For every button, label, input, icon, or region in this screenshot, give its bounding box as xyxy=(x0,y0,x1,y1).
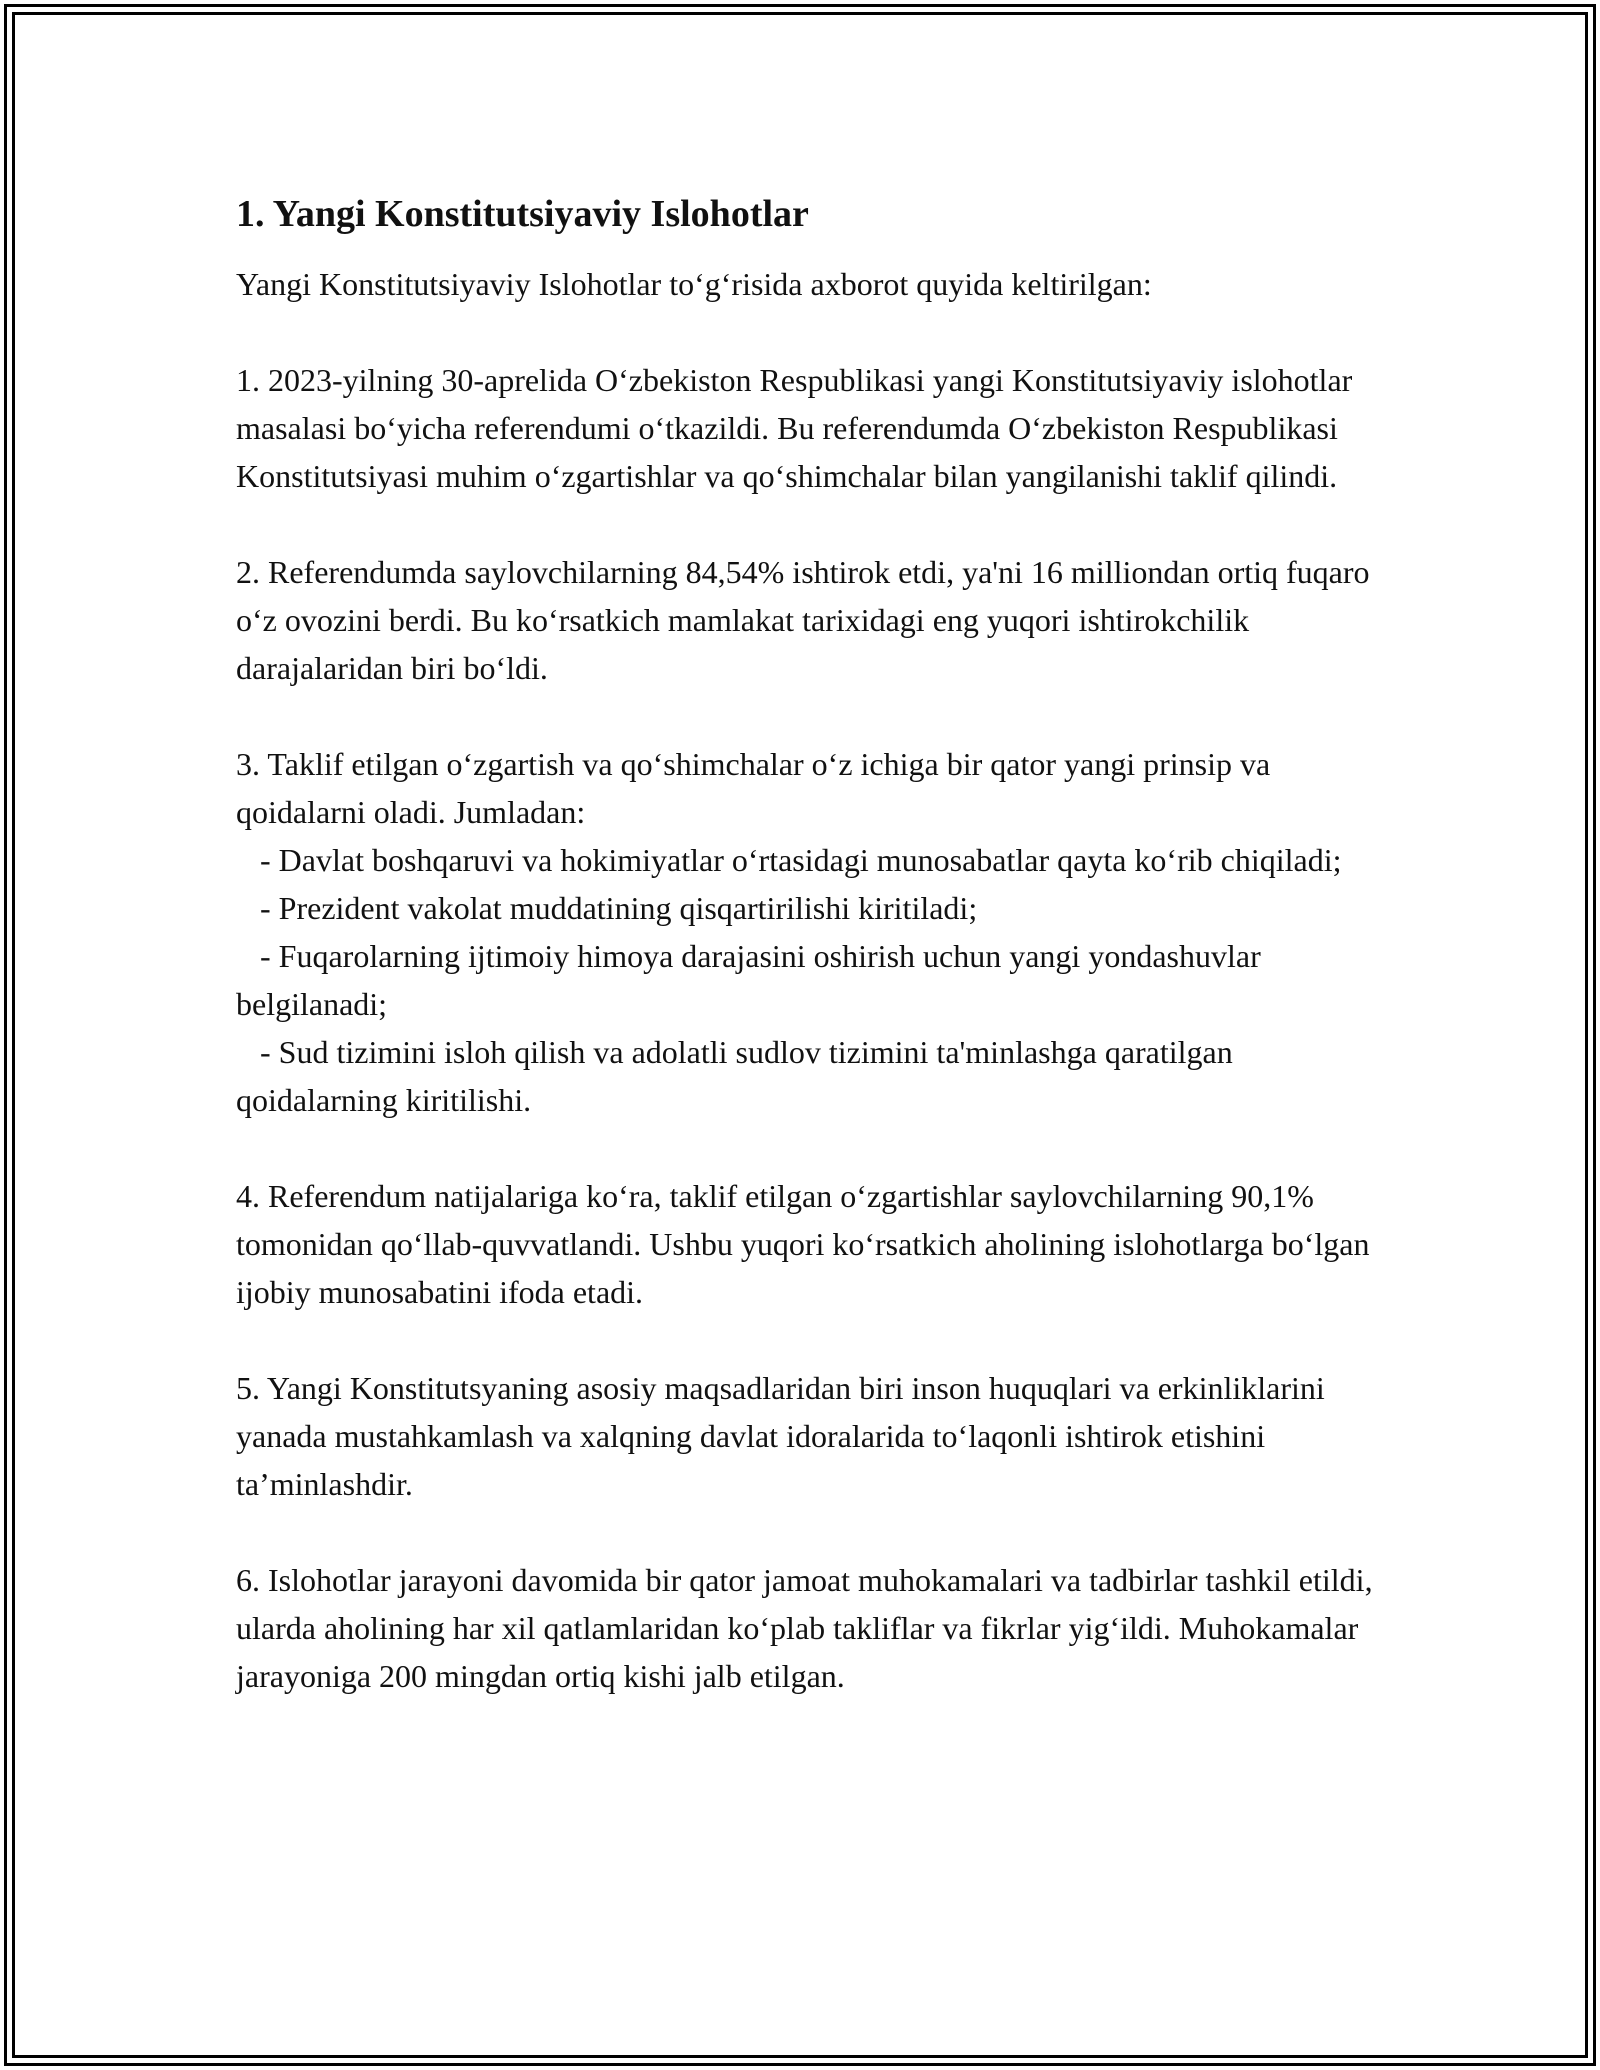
item-number: 5. xyxy=(236,1370,260,1406)
list-item-5 xyxy=(236,1364,1376,1508)
item-text: Referendumda saylovchilarning 84,54% ishtirok etdi, ya'ni 16 milliondan ortiq fuqaro o‘z ovozini berdi. Bu ko‘rsatkich mamlakat tarixidagi eng yuqori ishtirokchilik darajalaridan biri bo‘ldi. xyxy=(236,554,1370,686)
document-body xyxy=(236,190,1376,1700)
item-number: 2. xyxy=(236,554,260,590)
list-item-1 xyxy=(236,356,1376,500)
list-item-3 xyxy=(236,740,1376,1124)
item-number: 6. xyxy=(236,1562,260,1598)
item-lead xyxy=(236,740,1376,836)
item-number: 4. xyxy=(236,1178,260,1214)
bullet-item: - Prezident vakolat muddatining qisqartirilishi kiritiladi; xyxy=(260,890,978,926)
item-text: Taklif etilgan o‘zgartish va qo‘shimchalar o‘z ichiga bir qator yangi prinsip va qoidalarni oladi. Jumladan: xyxy=(236,746,1271,830)
item-text: 2023-yilning 30-aprelida O‘zbekiston Respublikasi yangi Konstitutsiyaviy islohotlar masalasi bo‘yicha referendumi o‘tkazildi. Bu referendumda O‘zbekiston Respublikasi Konstitutsiyasi muhim o‘zgartishlar va qo‘shimchalar bilan yangilanishi taklif qilindi. xyxy=(236,362,1353,494)
item-number: 1. xyxy=(236,362,260,398)
document-intro: Yangi Konstitutsiyaviy Islohotlar to‘g‘risida axborot quyida keltirilgan: xyxy=(236,266,1152,302)
item-text: Referendum natijalariga ko‘ra, taklif etilgan o‘zgartishlar saylovchilarning 90,1% tomonidan qo‘llab-quvvatlandi. Ushbu yuqori ko‘rsatkich aholining islohotlarga bo‘lgan ijobiy munosabatini ifoda etadi. xyxy=(236,1178,1370,1310)
list-item-6 xyxy=(236,1556,1376,1700)
list-item-2 xyxy=(236,548,1376,692)
item-text: Islohotlar jarayoni davomida bir qator jamoat muhokamalari va tadbirlar tashkil etildi, ularda aholining har xil qatlamlaridan ko‘plab takliflar va fikrlar yig‘ildi. Muhokamalar jarayoniga 200 mingdan ortiq kishi jalb etilgan. xyxy=(236,1562,1373,1694)
item-number: 3. xyxy=(236,746,260,782)
bullet-item: - Fuqarolarning ijtimoiy himoya darajasini oshirish uchun yangi yondashuvlar belgilanadi; xyxy=(236,938,1269,1022)
bullet-item: - Davlat boshqaruvi va hokimiyatlar o‘rtasidagi munosabatlar qayta ko‘rib chiqiladi; xyxy=(260,842,1342,878)
bullet-item: - Sud tizimini isloh qilish va adolatli sudlov tizimini ta'minlashga qaratilgan qoidalarning kiritilishi. xyxy=(236,1034,1241,1118)
document-title: 1. Yangi Konstitutsiyaviy Islohotlar xyxy=(236,193,809,235)
item-text: Yangi Konstitutsyaning asosiy maqsadlaridan biri inson huquqlari va erkinliklarini yanada mustahkamlash va xalqning davlat idoralarida to‘laqonli ishtirok etishini ta’minlashdir. xyxy=(236,1370,1325,1502)
list-item-4 xyxy=(236,1172,1376,1316)
